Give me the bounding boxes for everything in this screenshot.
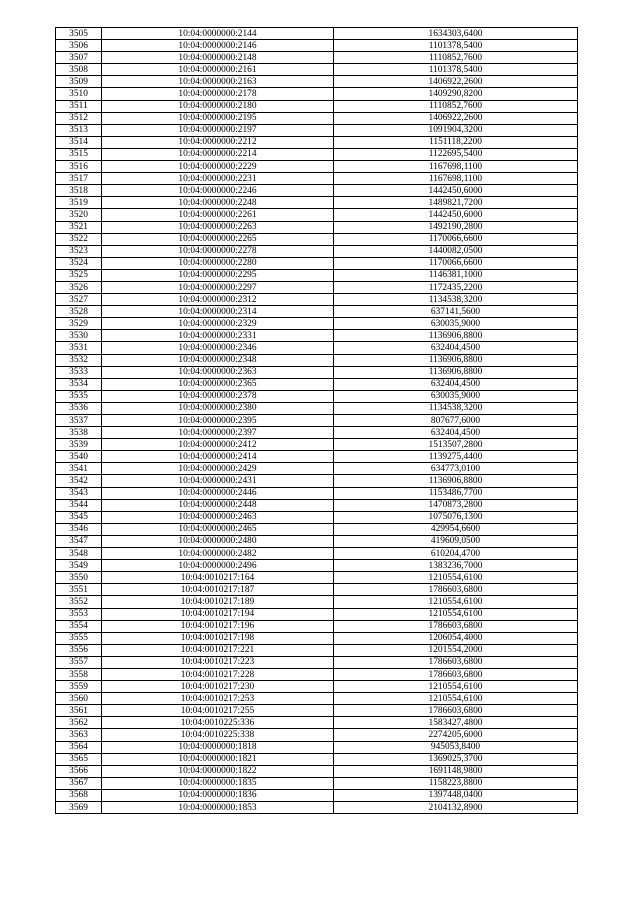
- row-number-cell: 3529: [56, 318, 102, 330]
- row-number-cell: 3569: [56, 802, 102, 814]
- row-number-cell: 3515: [56, 148, 102, 160]
- cadastral-value-cell: 1583427,4800: [334, 717, 578, 729]
- row-number-cell: 3552: [56, 596, 102, 608]
- row-number-cell: 3543: [56, 487, 102, 499]
- cadastral-value-cell: 1201554,2000: [334, 644, 578, 656]
- row-number-cell: 3523: [56, 245, 102, 257]
- cadastral-value-cell: 1210554,6100: [334, 596, 578, 608]
- table-row: [56, 668, 578, 680]
- cadastral-number-cell: 10:04:0000000:2229: [102, 161, 334, 173]
- table-row: [56, 427, 578, 439]
- table-row: [56, 64, 578, 76]
- table-row: [56, 378, 578, 390]
- table-row: [56, 209, 578, 221]
- cadastral-number-cell: 10:04:0000000:2278: [102, 245, 334, 257]
- cadastral-number-cell: 10:04:0000000:2197: [102, 124, 334, 136]
- table-row: [56, 161, 578, 173]
- cadastral-number-cell: 10:04:0010217:223: [102, 656, 334, 668]
- table-row: [56, 681, 578, 693]
- table-row: [56, 523, 578, 535]
- cadastral-number-cell: 10:04:0000000:2346: [102, 342, 334, 354]
- table-row: [56, 499, 578, 511]
- row-number-cell: 3550: [56, 572, 102, 584]
- row-number-cell: 3559: [56, 681, 102, 693]
- row-number-cell: 3538: [56, 427, 102, 439]
- row-number-cell: 3510: [56, 88, 102, 100]
- row-number-cell: 3554: [56, 620, 102, 632]
- cadastral-value-cell: 1075076,1300: [334, 511, 578, 523]
- cadastral-value-cell: 1158223,8800: [334, 777, 578, 789]
- table-row: [56, 548, 578, 560]
- row-number-cell: 3557: [56, 656, 102, 668]
- cadastral-number-cell: 10:04:0000000:1822: [102, 765, 334, 777]
- cadastral-number-cell: 10:04:0000000:2482: [102, 548, 334, 560]
- cadastral-value-cell: 632404,4500: [334, 427, 578, 439]
- row-number-cell: 3551: [56, 584, 102, 596]
- table-row: [56, 765, 578, 777]
- table-row: [56, 535, 578, 547]
- row-number-cell: 3527: [56, 294, 102, 306]
- table-row: [56, 572, 578, 584]
- table-row: [56, 136, 578, 148]
- cadastral-value-cell: 1409290,8200: [334, 88, 578, 100]
- cadastral-value-cell: 1210554,6100: [334, 608, 578, 620]
- row-number-cell: 3520: [56, 209, 102, 221]
- cadastral-number-cell: 10:04:0000000:2329: [102, 318, 334, 330]
- cadastral-value-cell: 634773,0100: [334, 463, 578, 475]
- cadastral-number-cell: 10:04:0010217:189: [102, 596, 334, 608]
- row-number-cell: 3532: [56, 354, 102, 366]
- row-number-cell: 3516: [56, 161, 102, 173]
- row-number-cell: 3530: [56, 330, 102, 342]
- cadastral-number-cell: 10:04:0010217:194: [102, 608, 334, 620]
- row-number-cell: 3524: [56, 257, 102, 269]
- cadastral-number-cell: 10:04:0000000:2363: [102, 366, 334, 378]
- row-number-cell: 3564: [56, 741, 102, 753]
- cadastral-value-cell: 807677,6000: [334, 415, 578, 427]
- cadastral-number-cell: 10:04:0000000:2378: [102, 390, 334, 402]
- cadastral-value-cell: 1210554,6100: [334, 681, 578, 693]
- row-number-cell: 3505: [56, 28, 102, 40]
- cadastral-number-cell: 10:04:0000000:2380: [102, 402, 334, 414]
- table-row: [56, 789, 578, 801]
- row-number-cell: 3549: [56, 560, 102, 572]
- table-row: [56, 729, 578, 741]
- cadastral-number-cell: 10:04:0000000:2395: [102, 415, 334, 427]
- cadastral-value-cell: 632404,4500: [334, 378, 578, 390]
- cadastral-number-cell: 10:04:0000000:2146: [102, 40, 334, 52]
- cadastral-number-cell: 10:04:0010225:338: [102, 729, 334, 741]
- cadastral-number-cell: 10:04:0000000:2414: [102, 451, 334, 463]
- cadastral-number-cell: 10:04:0000000:1835: [102, 777, 334, 789]
- cadastral-number-cell: 10:04:0000000:2248: [102, 197, 334, 209]
- row-number-cell: 3528: [56, 306, 102, 318]
- table-row: [56, 76, 578, 88]
- cadastral-number-cell: 10:04:0000000:2212: [102, 136, 334, 148]
- cadastral-value-cell: 1786603,6800: [334, 705, 578, 717]
- table-row: [56, 197, 578, 209]
- cadastral-number-cell: 10:04:0000000:2295: [102, 269, 334, 281]
- cadastral-value-cell: 637141,5600: [334, 306, 578, 318]
- row-number-cell: 3540: [56, 451, 102, 463]
- cadastral-value-cell: 945053,8400: [334, 741, 578, 753]
- cadastral-number-cell: 10:04:0000000:2261: [102, 209, 334, 221]
- table-row: [56, 451, 578, 463]
- cadastral-number-cell: 10:04:0000000:2431: [102, 475, 334, 487]
- cadastral-number-cell: 10:04:0000000:2465: [102, 523, 334, 535]
- row-number-cell: 3506: [56, 40, 102, 52]
- cadastral-value-cell: 1136906,8800: [334, 366, 578, 378]
- table-row: [56, 415, 578, 427]
- cadastral-number-cell: 10:04:0000000:2314: [102, 306, 334, 318]
- table-row: [56, 463, 578, 475]
- cadastral-number-cell: 10:04:0000000:2446: [102, 487, 334, 499]
- cadastral-value-cell: 1691148,9800: [334, 765, 578, 777]
- table-row: [56, 402, 578, 414]
- cadastral-number-cell: 10:04:0000000:2214: [102, 148, 334, 160]
- cadastral-value-cell: 1397448,0400: [334, 789, 578, 801]
- cadastral-value-cell: 1110852,7600: [334, 52, 578, 64]
- cadastral-value-cell: 630035,9000: [334, 318, 578, 330]
- row-number-cell: 3558: [56, 668, 102, 680]
- cadastral-value-cell: 1167698,1100: [334, 161, 578, 173]
- row-number-cell: 3513: [56, 124, 102, 136]
- cadastral-value-cell: 1134538,3200: [334, 294, 578, 306]
- cadastral-number-cell: 10:04:0010217:187: [102, 584, 334, 596]
- table-row: [56, 632, 578, 644]
- cadastral-number-cell: 10:04:0000000:2180: [102, 100, 334, 112]
- cadastral-value-cell: 1369025,3700: [334, 753, 578, 765]
- table-row: [56, 173, 578, 185]
- table-row: [56, 221, 578, 233]
- row-number-cell: 3560: [56, 693, 102, 705]
- row-number-cell: 3537: [56, 415, 102, 427]
- cadastral-number-cell: 10:04:0000000:2231: [102, 173, 334, 185]
- cadastral-number-cell: 10:04:0000000:2297: [102, 281, 334, 293]
- cadastral-number-cell: 10:04:0000000:2263: [102, 221, 334, 233]
- table-row: [56, 584, 578, 596]
- row-number-cell: 3531: [56, 342, 102, 354]
- row-number-cell: 3544: [56, 499, 102, 511]
- row-number-cell: 3535: [56, 390, 102, 402]
- row-number-cell: 3525: [56, 269, 102, 281]
- cadastral-number-cell: 10:04:0000000:2448: [102, 499, 334, 511]
- row-number-cell: 3517: [56, 173, 102, 185]
- table-row: [56, 354, 578, 366]
- cadastral-number-cell: 10:04:0000000:2312: [102, 294, 334, 306]
- table-row: [56, 620, 578, 632]
- cadastral-value-cell: 1139275,4400: [334, 451, 578, 463]
- table-row: [56, 88, 578, 100]
- row-number-cell: 3536: [56, 402, 102, 414]
- cadastral-number-cell: 10:04:0000000:2280: [102, 257, 334, 269]
- table-row: [56, 318, 578, 330]
- table-row: [56, 28, 578, 40]
- row-number-cell: 3512: [56, 112, 102, 124]
- cadastral-value-cell: 1210554,6100: [334, 693, 578, 705]
- row-number-cell: 3522: [56, 233, 102, 245]
- row-number-cell: 3566: [56, 765, 102, 777]
- row-number-cell: 3542: [56, 475, 102, 487]
- cadastral-number-cell: 10:04:0000000:2265: [102, 233, 334, 245]
- cadastral-number-cell: 10:04:0000000:2331: [102, 330, 334, 342]
- row-number-cell: 3514: [56, 136, 102, 148]
- cadastral-value-cell: 2274205,6000: [334, 729, 578, 741]
- row-number-cell: 3567: [56, 777, 102, 789]
- row-number-cell: 3546: [56, 523, 102, 535]
- row-number-cell: 3562: [56, 717, 102, 729]
- table-row: [56, 439, 578, 451]
- cadastral-number-cell: 10:04:0000000:1818: [102, 741, 334, 753]
- table-row: [56, 233, 578, 245]
- cadastral-number-cell: 10:04:0000000:2148: [102, 52, 334, 64]
- cadastral-value-cell: 1786603,6800: [334, 620, 578, 632]
- row-number-cell: 3507: [56, 52, 102, 64]
- cadastral-value-cell: 1492190,2800: [334, 221, 578, 233]
- row-number-cell: 3547: [56, 535, 102, 547]
- cadastral-value-cell: 1442450,6000: [334, 209, 578, 221]
- table-row: [56, 185, 578, 197]
- table-row: [56, 366, 578, 378]
- cadastral-number-cell: 10:04:0000000:2412: [102, 439, 334, 451]
- table-row: [56, 257, 578, 269]
- table-row: [56, 281, 578, 293]
- cadastral-number-cell: 10:04:0010217:164: [102, 572, 334, 584]
- cadastral-value-cell: 1406922,2600: [334, 112, 578, 124]
- cadastral-number-cell: 10:04:0000000:2348: [102, 354, 334, 366]
- table-row: [56, 148, 578, 160]
- cadastral-value-cell: 1440082,0500: [334, 245, 578, 257]
- table-row: [56, 390, 578, 402]
- cadastral-number-cell: 10:04:0000000:2397: [102, 427, 334, 439]
- row-number-cell: 3508: [56, 64, 102, 76]
- cadastral-value-cell: 1786603,6800: [334, 668, 578, 680]
- row-number-cell: 3565: [56, 753, 102, 765]
- cadastral-value-cell: 429954,6600: [334, 523, 578, 535]
- row-number-cell: 3534: [56, 378, 102, 390]
- cadastral-value-cell: 1170066,6600: [334, 233, 578, 245]
- cadastral-number-cell: 10:04:0000000:1821: [102, 753, 334, 765]
- table-row: [56, 306, 578, 318]
- cadastral-number-cell: 10:04:0000000:1836: [102, 789, 334, 801]
- table-row: [56, 656, 578, 668]
- row-number-cell: 3553: [56, 608, 102, 620]
- cadastral-number-cell: 10:04:0010225:336: [102, 717, 334, 729]
- cadastral-number-cell: 10:04:0000000:2144: [102, 28, 334, 40]
- row-number-cell: 3541: [56, 463, 102, 475]
- row-number-cell: 3511: [56, 100, 102, 112]
- table-row: [56, 753, 578, 765]
- table-row: [56, 560, 578, 572]
- table-row: [56, 777, 578, 789]
- cadastral-number-cell: 10:04:0000000:2496: [102, 560, 334, 572]
- table-row: [56, 741, 578, 753]
- cadastral-number-cell: 10:04:0000000:2480: [102, 535, 334, 547]
- cadastral-value-table: [55, 27, 578, 814]
- table-row: [56, 705, 578, 717]
- cadastral-number-cell: 10:04:0000000:2195: [102, 112, 334, 124]
- cadastral-number-cell: 10:04:0000000:2163: [102, 76, 334, 88]
- row-number-cell: 3533: [56, 366, 102, 378]
- table-row: [56, 40, 578, 52]
- cadastral-value-cell: 1136906,8800: [334, 330, 578, 342]
- table-row: [56, 52, 578, 64]
- cadastral-number-cell: 10:04:0000000:2463: [102, 511, 334, 523]
- row-number-cell: 3568: [56, 789, 102, 801]
- row-number-cell: 3509: [56, 76, 102, 88]
- cadastral-value-cell: 1146381,1000: [334, 269, 578, 281]
- cadastral-value-cell: 1406922,2600: [334, 76, 578, 88]
- cadastral-value-cell: 1167698,1100: [334, 173, 578, 185]
- cadastral-value-cell: 1172435,2200: [334, 281, 578, 293]
- row-number-cell: 3556: [56, 644, 102, 656]
- cadastral-number-cell: 10:04:0000000:2429: [102, 463, 334, 475]
- cadastral-number-cell: 10:04:0000000:2246: [102, 185, 334, 197]
- table-row: [56, 608, 578, 620]
- cadastral-value-cell: 1470873,2800: [334, 499, 578, 511]
- cadastral-value-cell: 1122695,5400: [334, 148, 578, 160]
- cadastral-value-cell: 1136906,8800: [334, 354, 578, 366]
- table-row: [56, 330, 578, 342]
- cadastral-value-cell: 1110852,7600: [334, 100, 578, 112]
- table-row: [56, 124, 578, 136]
- cadastral-value-cell: 1101378,5400: [334, 40, 578, 52]
- cadastral-value-cell: 1210554,6100: [334, 572, 578, 584]
- cadastral-number-cell: 10:04:0010217:255: [102, 705, 334, 717]
- row-number-cell: 3561: [56, 705, 102, 717]
- cadastral-value-cell: 2104132,8900: [334, 802, 578, 814]
- row-number-cell: 3526: [56, 281, 102, 293]
- table-row: [56, 596, 578, 608]
- table-row: [56, 269, 578, 281]
- cadastral-value-cell: 630035,9000: [334, 390, 578, 402]
- cadastral-number-cell: 10:04:0000000:2365: [102, 378, 334, 390]
- cadastral-value-cell: 632404,4500: [334, 342, 578, 354]
- table-row: [56, 112, 578, 124]
- table-row: [56, 475, 578, 487]
- table-row: [56, 693, 578, 705]
- row-number-cell: 3555: [56, 632, 102, 644]
- table-row: [56, 342, 578, 354]
- cadastral-value-cell: 610204,4700: [334, 548, 578, 560]
- cadastral-number-cell: 10:04:0010217:221: [102, 644, 334, 656]
- cadastral-value-cell: 1153486,7700: [334, 487, 578, 499]
- cadastral-number-cell: 10:04:0010217:196: [102, 620, 334, 632]
- cadastral-value-cell: 1489821,7200: [334, 197, 578, 209]
- row-number-cell: 3548: [56, 548, 102, 560]
- cadastral-number-cell: 10:04:0010217:198: [102, 632, 334, 644]
- row-number-cell: 3521: [56, 221, 102, 233]
- cadastral-value-cell: 1206054,4000: [334, 632, 578, 644]
- cadastral-number-cell: 10:04:0000000:2178: [102, 88, 334, 100]
- cadastral-number-cell: 10:04:0010217:230: [102, 681, 334, 693]
- table-row: [56, 717, 578, 729]
- table-row: [56, 245, 578, 257]
- table-row: [56, 100, 578, 112]
- cadastral-value-cell: 1151118,2200: [334, 136, 578, 148]
- cadastral-number-cell: 10:04:0000000:1853: [102, 802, 334, 814]
- cadastral-value-cell: 1170066,6600: [334, 257, 578, 269]
- cadastral-value-cell: 1442450,6000: [334, 185, 578, 197]
- cadastral-number-cell: 10:04:0010217:228: [102, 668, 334, 680]
- cadastral-number-cell: 10:04:0000000:2161: [102, 64, 334, 76]
- row-number-cell: 3519: [56, 197, 102, 209]
- cadastral-value-cell: 419609,0500: [334, 535, 578, 547]
- table-row: [56, 294, 578, 306]
- cadastral-value-cell: 1136906,8800: [334, 475, 578, 487]
- row-number-cell: 3545: [56, 511, 102, 523]
- table-row: [56, 644, 578, 656]
- cadastral-value-cell: 1513507,2800: [334, 439, 578, 451]
- cadastral-value-cell: 1634303,6400: [334, 28, 578, 40]
- cadastral-value-cell: 1786603,6800: [334, 584, 578, 596]
- cadastral-value-cell: 1383236,7000: [334, 560, 578, 572]
- row-number-cell: 3563: [56, 729, 102, 741]
- row-number-cell: 3518: [56, 185, 102, 197]
- table-row: [56, 802, 578, 814]
- table-row: [56, 511, 578, 523]
- cadastral-value-cell: 1091904,3200: [334, 124, 578, 136]
- cadastral-value-cell: 1101378,5400: [334, 64, 578, 76]
- table-row: [56, 487, 578, 499]
- cadastral-value-cell: 1134538,3200: [334, 402, 578, 414]
- row-number-cell: 3539: [56, 439, 102, 451]
- cadastral-value-cell: 1786603,6800: [334, 656, 578, 668]
- table-body: [56, 28, 578, 814]
- cadastral-number-cell: 10:04:0010217:253: [102, 693, 334, 705]
